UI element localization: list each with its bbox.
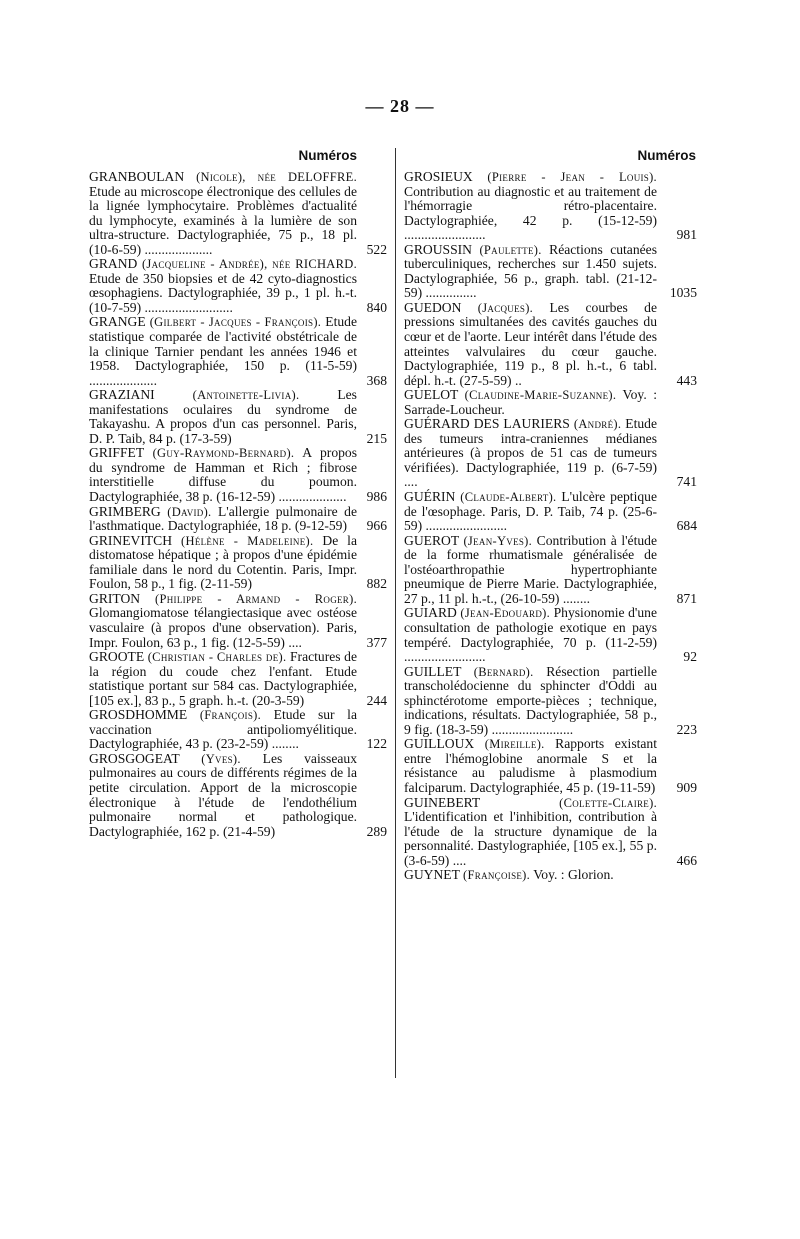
entry-number: 223: [676, 721, 697, 737]
bibliography-entry: [404, 663, 697, 738]
entry-number: 92: [683, 649, 697, 665]
entry-number: 840: [366, 299, 387, 315]
entry-description: Contribution à l'étude de la forme rhumatismale généralisée de l'ostéoarthropathie hypertrophiante pneumique de Pierre Marie. Dactylographiée, 27 p., 11 pl. h.-t., (26-10-59) ........: [404, 532, 657, 606]
entry-number: 871: [676, 590, 697, 606]
entry-description: Résection partielle transcholédocienne du sphincter d'Oddi au sphinctérotome emporte-pièces ; technique, indications, résultats. Dactylographiée, 58 p., 9 fig. (18-3-59) ........................: [404, 663, 657, 737]
left-column: [89, 148, 389, 839]
author-surname: GUYNET: [404, 867, 460, 883]
page-number: — 28 —: [365, 96, 435, 116]
author-given-names: (Hélène - Madeleine).: [181, 533, 314, 548]
author-surname: GUEDON: [404, 299, 462, 315]
author-surname: GUINEBERT: [404, 794, 480, 810]
author-given-names: (David).: [167, 504, 212, 519]
entry-number: 981: [676, 227, 697, 243]
bibliography-entry: [89, 387, 387, 446]
right-column-heading: Numéros: [637, 148, 696, 163]
right-column: [404, 148, 704, 883]
bibliography-entry: [404, 532, 697, 607]
bibliography-entry: [404, 241, 697, 301]
author-surname: GRAND: [89, 256, 138, 272]
bibliography-entry: [404, 169, 697, 243]
entry-description: Réactions cutanées tuberculiniques, recherches sur 1.450 sujets. Dactylographiée, 56 p., graph. tabl. (21-12-59) ...............: [404, 241, 657, 301]
author-given-names: (Gilbert - Jacques - François).: [149, 315, 322, 330]
entry-description: Les vaisseaux pulmonaires au cours de différents régimes de la petite circulation. Apport de la microscopie électronique à l'étude de l'endothélium pulmonaire normal et pathologique. Dactylographiée, 162 p. (21-4-59): [89, 750, 357, 839]
author-given-names: (Philippe - Armand - Roger).: [155, 591, 357, 606]
entry-description: Voy. : Glorion.: [533, 867, 614, 883]
author-surname: GROSGOGEAT: [89, 750, 180, 766]
author-surname: GRINEVITCH: [89, 532, 173, 548]
entry-description: L'allergie pulmonaire de l'asthmatique. Dactylographiée, 18 p. (9-12-59): [89, 503, 357, 534]
author-given-names: (François).: [199, 708, 262, 723]
bibliography-entry: [404, 605, 697, 665]
bibliography-entry: [89, 503, 387, 534]
entry-number: 289: [366, 823, 387, 839]
author-given-names: (Jacques).: [477, 300, 534, 315]
entry-number: 684: [676, 518, 697, 534]
entry-description: Etude sur la vaccination antipoliomyélitique. Dactylographiée, 43 p. (23-2-59) ........: [89, 707, 357, 752]
entry-description: Etude de 350 biopsies et de 42 cyto-diagnostics œsophagiens. Dactylographiée, 39 p., 1 pl. h.-t. (10-7-59) ..........................: [89, 270, 357, 315]
author-given-names: (Guy-Raymond-Bernard).: [152, 446, 295, 461]
bibliography-entry: [404, 416, 697, 490]
entry-description: Etude au microscope électronique des cellules de la lignée lymphocytaire. Problèmes d'actualité du lymphocyte, examinés à la lumière de son ultra-structure. Dactylographiée, 75 p., 18 pl. (10-6-59) ....................: [89, 183, 357, 257]
author-given-names: (Jean-Yves).: [463, 533, 533, 548]
author-given-names: (Françoise).: [463, 868, 531, 883]
bibliography-entry: [89, 750, 387, 839]
author-given-names: (Jean-Edouard).: [460, 606, 551, 621]
bibliography-entry: [89, 649, 387, 708]
author-surname: GRITON: [89, 590, 141, 606]
left-column-heading: Numéros: [298, 148, 357, 163]
author-surname: GRAZIANI: [89, 387, 155, 403]
author-surname: GRANGE: [89, 314, 146, 330]
author-given-names: (Christian - Charles de).: [147, 650, 287, 665]
author-surname: GROSDHOMME: [89, 707, 188, 723]
author-given-names: (Yves).: [201, 751, 241, 766]
entry-number: 909: [676, 779, 697, 795]
entry-description: L'identification et l'inhibition, contribution à l'étude de la structure dynamique de la personnalité. Dastylographiée, [105 ex.], 55 p. (3-6-59) ....: [404, 809, 657, 868]
entry-number: 443: [676, 372, 697, 388]
entry-description: Voy. : Sarrade-Loucheur.: [404, 387, 657, 417]
bibliography-entry: [89, 314, 387, 388]
author-given-names: (Claude-Albert).: [460, 490, 557, 505]
column-divider: [395, 148, 396, 1078]
entry-description: L'ulcère peptique de l'œsophage. Paris, D. P. Taib, 74 p. (25-6-59) ........................: [404, 489, 657, 534]
entry-number: 966: [366, 518, 387, 534]
author-surname: GROOTE: [89, 649, 145, 665]
bibliography-entry: [404, 868, 657, 883]
author-given-names: (Antoinette-Livia).: [192, 388, 300, 403]
author-surname: GRANBOULAN: [89, 169, 185, 184]
bibliography-entry: [404, 489, 697, 534]
author-given-names: (Paulette).: [479, 242, 542, 257]
author-given-names: (Pierre - Jean - Louis).: [487, 170, 657, 184]
entry-description: Glomangiomatose télangiectasique avec ostéose vasculaire (à propos d'une observation). Paris, Impr. Foulon, 63 p., 1 fig. (12-5-59) ....: [89, 605, 357, 650]
bibliography-entry: [89, 256, 387, 315]
entry-number: 522: [366, 241, 387, 257]
bibliography-entry: [89, 445, 387, 505]
bibliography-entry: [89, 532, 387, 592]
entry-description: Etude des tumeurs intra-craniennes médianes antérieures (à propos de 51 cas de tumeurs vérifiées). Dactylographiée, 119 p. (6-7-59) ....: [404, 416, 657, 490]
entry-description: Les courbes de pressions simultanées des cavités gauches du cœur et de l'aorte. Leur intérêt dans l'étude des atteintes valvulaires du cœur gauche. Dactylographiée, 119 p., 8 pl. h.-t., 6 tabl. dépl. h.-t. (27-5-59) ..: [404, 299, 657, 388]
author-surname: GUÉRIN: [404, 489, 456, 505]
author-given-names: (Nicole), née DELOFFRE.: [196, 170, 357, 184]
bibliography-entry: [89, 707, 387, 752]
bibliography-entry: [404, 299, 697, 388]
entry-number: 215: [366, 430, 387, 446]
author-surname: GUILLET: [404, 663, 462, 679]
entry-number: 1035: [669, 285, 697, 301]
entry-description: A propos du syndrome de Hamman et Rich ; fibrose interstitielle diffuse du poumon. Dactylographiée, 38 p. (16-12-59) ....................: [89, 445, 357, 505]
entry-description: Rapports existant entre l'hémoglobine anormale S et la résistance au paludisme à plasmodium falciparum. Dactylographiée, 45 p. (19-11-59): [404, 736, 657, 795]
entry-description: Fractures de la région du coude chez l'enfant. Etude statistique portant sur 584 cas. Dactylographiée, [105 ex.], 83 p., 5 graph. h.-t. (20-3-59): [89, 649, 357, 708]
author-surname: GUILLOUX: [404, 736, 475, 752]
entry-number: 986: [366, 489, 387, 505]
author-surname: GUIARD: [404, 605, 457, 621]
bibliography-entry: [404, 388, 657, 417]
author-surname: GROUSSIN: [404, 241, 472, 257]
entry-number: 741: [676, 474, 697, 490]
entry-number: 882: [366, 576, 387, 592]
entry-description: Etude statistique comparée de l'activité obstétricale de la clinique Tarnier pendant les années 1946 et 1958. Dactylographiée, 150 p. (11-5-59) ....................: [89, 314, 357, 388]
entry-number: 377: [366, 634, 387, 650]
entry-description: Contribution au diagnostic et au traitement de l'hémorragie rétro-placentaire. Dactylographiée, 42 p. (15-12-59) ........................: [404, 183, 657, 243]
author-surname: GRIFFET: [89, 445, 144, 461]
author-given-names: (Jacqueline - Andrée), née RICHARD.: [141, 257, 357, 272]
entry-description: Les manifestations oculaires du syndrome de Takayashu. A propos d'un cas personnel. Paris, D. P. Taib, 84 p. (17-3-59): [89, 387, 357, 446]
bibliography-entry: [404, 736, 697, 795]
bibliography-entry: [89, 590, 387, 650]
author-surname: GUÉRARD DES LAURIERS: [404, 416, 570, 432]
author-given-names: (Mireille).: [484, 737, 545, 752]
author-surname: GRIMBERG: [89, 503, 161, 519]
entry-number: 466: [676, 852, 697, 868]
author-given-names: (Bernard).: [473, 664, 534, 679]
author-given-names: (André).: [573, 417, 622, 432]
entry-description: De la distomatose hépatique ; à propos d'une épidémie familiale dans le nord du Cotentin. Paris, Impr. Foulon, 58 p., 1 fig. (2-11-59): [89, 532, 357, 592]
entry-number: 122: [366, 736, 387, 752]
bibliography-entry: [404, 794, 697, 869]
author-surname: GUEROT: [404, 532, 459, 548]
author-surname: GROSIEUX: [404, 169, 473, 184]
author-given-names: (Colette-Claire).: [559, 795, 657, 810]
entry-description: Physionomie d'une consultation de pathologie exotique en pays tempéré. Dactylographiée, 70 p. (11-2-59) ........................: [404, 605, 657, 665]
entry-number: 244: [366, 692, 387, 708]
author-surname: GUELOT: [404, 387, 459, 403]
bibliography-entry: [89, 169, 387, 257]
author-given-names: (Claudine-Marie-Suzanne).: [464, 388, 617, 403]
entry-number: 368: [366, 372, 387, 388]
